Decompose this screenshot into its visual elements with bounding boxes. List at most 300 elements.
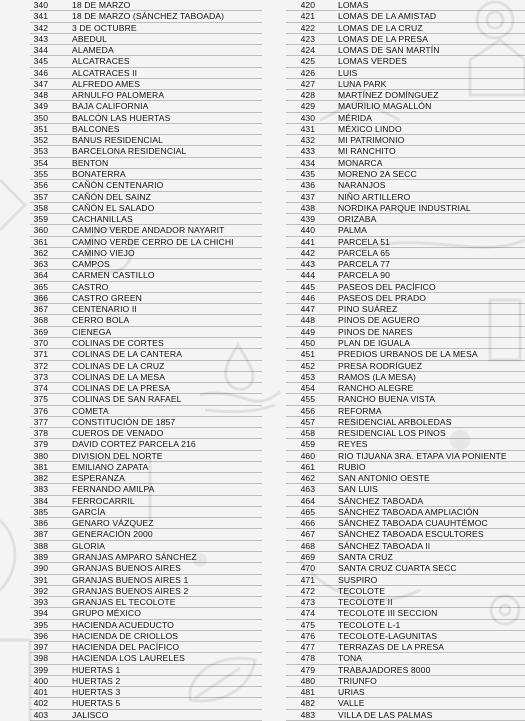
item-number: 474: [300, 608, 315, 619]
item-name: COLINAS DE LA CRUZ: [72, 360, 165, 371]
item-name: BENTON: [72, 157, 109, 168]
item-number: 392: [33, 585, 48, 596]
list-item: [0, 113, 262, 124]
item-number: 353: [33, 146, 48, 157]
list-item: [0, 428, 262, 439]
item-number: 465: [300, 506, 315, 517]
item-number: 439: [300, 214, 315, 225]
item-number: 387: [33, 529, 48, 540]
list-item: [0, 687, 262, 698]
list-item: [0, 451, 262, 462]
list-item: [266, 586, 525, 597]
item-name: EMILIANO ZAPATA: [72, 461, 149, 472]
list-item: [0, 248, 262, 259]
item-name: REYES: [338, 439, 368, 450]
item-name: GRANJAS BUENOS AIRES 1: [72, 574, 189, 585]
item-name: COLINAS DE LA MESA: [72, 371, 166, 382]
item-name: LOMAS DE LA AMISTAD: [338, 11, 437, 22]
list-item: [0, 552, 262, 563]
item-name: ALCATRACES II: [72, 67, 138, 78]
list-item: [0, 180, 262, 191]
item-number: 354: [33, 157, 48, 168]
item-name: BAJA CALIFORNIA: [72, 101, 149, 112]
item-name: CASTRO GREEN: [72, 292, 142, 303]
list-item: [266, 484, 525, 495]
list-item: [0, 473, 262, 484]
item-number: 442: [300, 247, 315, 258]
item-name: GRANJAS EL TECOLOTE: [72, 597, 176, 608]
list-item: [266, 282, 525, 293]
item-number: 456: [300, 405, 315, 416]
item-number: 466: [300, 518, 315, 529]
item-number: 384: [33, 495, 48, 506]
item-number: 349: [33, 101, 48, 112]
list-item: [0, 586, 262, 597]
item-number: 477: [300, 642, 315, 653]
item-number: 382: [33, 473, 48, 484]
item-number: 448: [300, 315, 315, 326]
list-item: [266, 496, 525, 507]
item-name: ABEDUL: [72, 33, 107, 44]
list-item: [0, 653, 262, 664]
item-name: SÁNCHEZ TABOADA ESCULTORES: [338, 529, 484, 540]
item-number: 375: [33, 394, 48, 405]
item-name: HACIENDA DE CRIOLLOS: [72, 630, 179, 641]
item-name: MÉXICO LINDO: [338, 123, 402, 134]
item-number: 357: [33, 191, 48, 202]
item-name: HACIENDA DEL PACÍFICO: [72, 642, 180, 653]
item-name: RIO TIJUANA 3RA. ETAPA VIA PONIENTE: [338, 450, 507, 461]
item-name: CAÑÓN DEL SAINZ: [72, 191, 152, 202]
item-name: PLAN DE IGUALA: [338, 337, 411, 348]
list-item: [0, 394, 262, 405]
item-name: CAÑÓN CENTENARIO: [72, 180, 164, 191]
item-name: 18 DE MARZO (SÁNCHEZ TABOADA): [72, 11, 225, 22]
item-number: 344: [33, 45, 48, 56]
item-name: HACIENDA LOS LAURELES: [72, 653, 185, 664]
list-item: [0, 203, 262, 214]
item-name: BONATERRA: [72, 168, 126, 179]
item-name: NORDIKA PARQUE INDUSTRIAL: [338, 202, 471, 213]
list-item: [266, 270, 525, 281]
item-number: 399: [33, 664, 48, 675]
left-column-list: [0, 0, 262, 721]
item-name: ALFREDO AMES: [72, 78, 141, 89]
item-number: 359: [33, 214, 48, 225]
list-item: [266, 698, 525, 709]
item-name: MARTÍNEZ DOMÍNGUEZ: [338, 90, 439, 101]
list-item: [266, 462, 525, 473]
item-name: GARCÍA: [72, 506, 106, 517]
list-item: [0, 192, 262, 203]
item-number: 358: [33, 202, 48, 213]
item-name: HUERTAS 2: [72, 675, 121, 686]
item-number: 340: [33, 0, 48, 10]
list-item: [0, 372, 262, 383]
item-number: 378: [33, 428, 48, 439]
list-item: [0, 710, 262, 721]
item-name: URIAS: [338, 687, 365, 698]
list-item: [266, 552, 525, 563]
item-name: TONA: [338, 653, 363, 664]
item-number: 364: [33, 270, 48, 281]
item-name: TERRAZAS DE LA PRESA: [338, 642, 445, 653]
item-name: FERROCARRIL: [72, 495, 135, 506]
list-item: [266, 304, 525, 315]
item-number: 455: [300, 394, 315, 405]
list-item: [266, 203, 525, 214]
item-name: CACHANILLAS: [72, 214, 133, 225]
item-number: 365: [33, 281, 48, 292]
list-item: [266, 79, 525, 90]
item-name: ORIZABA: [338, 214, 377, 225]
list-item: [0, 11, 262, 22]
item-name: GRANJAS BUENOS AIRES 2: [72, 585, 189, 596]
item-name: SANTA CRUZ CUARTA SECC: [338, 563, 457, 574]
item-number: 459: [300, 439, 315, 450]
list-item: [0, 529, 262, 540]
item-name: SAN LUIS: [338, 484, 378, 495]
list-item: [0, 293, 262, 304]
item-name: PARCELA 51: [338, 236, 390, 247]
item-number: 437: [300, 191, 315, 202]
item-number: 463: [300, 484, 315, 495]
list-item: [266, 631, 525, 642]
list-item: [266, 315, 525, 326]
item-number: 403: [33, 709, 48, 720]
item-number: 424: [300, 45, 315, 56]
item-number: 454: [300, 383, 315, 394]
list-item: [266, 394, 525, 405]
list-item: [266, 439, 525, 450]
item-number: 360: [33, 225, 48, 236]
list-item: [266, 169, 525, 180]
item-number: 462: [300, 473, 315, 484]
list-item: [266, 597, 525, 608]
list-item: [0, 101, 262, 112]
item-number: 381: [33, 461, 48, 472]
item-number: 402: [33, 698, 48, 709]
item-name: GENARO VÁZQUEZ: [72, 518, 154, 529]
item-name: CUEROS DE VENADO: [72, 428, 164, 439]
item-name: PRESA RODRÍGUEZ: [338, 360, 423, 371]
item-number: 400: [33, 675, 48, 686]
item-number: 355: [33, 168, 48, 179]
item-number: 394: [33, 608, 48, 619]
list-item: [0, 304, 262, 315]
item-number: 432: [300, 135, 315, 146]
list-item: [0, 282, 262, 293]
item-number: 383: [33, 484, 48, 495]
list-item: [266, 34, 525, 45]
item-number: 482: [300, 698, 315, 709]
item-number: 447: [300, 304, 315, 315]
list-item: [266, 653, 525, 664]
list-item: [266, 383, 525, 394]
item-number: 461: [300, 461, 315, 472]
item-name: HUERTAS 1: [72, 664, 121, 675]
list-item: [0, 79, 262, 90]
item-number: 398: [33, 653, 48, 664]
item-name: CENTENARIO II: [72, 304, 137, 315]
item-name: VALLE: [338, 698, 365, 709]
item-name: SANTA CRUZ: [338, 552, 393, 563]
item-name: CONSTITUCIÓN DE 1857: [72, 416, 176, 427]
item-number: 361: [33, 236, 48, 247]
item-name: GRANJAS BUENOS AIRES: [72, 563, 181, 574]
item-name: VILLA DE LAS PALMAS: [338, 709, 433, 720]
item-name: 18 DE MARZO: [72, 0, 131, 10]
item-number: 377: [33, 416, 48, 427]
item-name: 3 DE OCTUBRE: [72, 22, 137, 33]
list-item: [0, 676, 262, 687]
item-name: TRABAJADORES 8000: [338, 664, 431, 675]
list-item: [0, 45, 262, 56]
item-name: HUERTAS 3: [72, 687, 121, 698]
item-number: 473: [300, 597, 315, 608]
item-number: 347: [33, 78, 48, 89]
list-item: [0, 383, 262, 394]
item-number: 438: [300, 202, 315, 213]
item-name: COMETA: [72, 405, 109, 416]
list-item: [0, 225, 262, 236]
item-number: 397: [33, 642, 48, 653]
item-name: TECOLOTE L-1: [338, 619, 401, 630]
item-name: BARCELONA RESIDENCIAL: [72, 146, 187, 157]
list-item: [266, 158, 525, 169]
item-number: 388: [33, 540, 48, 551]
list-item: [0, 158, 262, 169]
list-item: [266, 541, 525, 552]
item-name: TECOLOTE III SECCION: [338, 608, 438, 619]
item-number: 436: [300, 180, 315, 191]
item-number: 395: [33, 619, 48, 630]
list-item: [0, 518, 262, 529]
item-number: 451: [300, 349, 315, 360]
item-number: 423: [300, 33, 315, 44]
list-item: [0, 361, 262, 372]
item-name: BANUS RESIDENCIAL: [72, 135, 164, 146]
item-name: BALCÓN LAS HUERTAS: [72, 112, 171, 123]
list-item: [0, 665, 262, 676]
list-item: [266, 676, 525, 687]
item-name: HACIENDA ACUEDUCTO: [72, 619, 174, 630]
list-item: [266, 45, 525, 56]
list-item: [266, 417, 525, 428]
item-number: 386: [33, 518, 48, 529]
item-name: CERRO BOLA: [72, 315, 130, 326]
list-item: [266, 68, 525, 79]
item-number: 346: [33, 67, 48, 78]
item-name: PASEOS DEL PRADO: [338, 292, 427, 303]
list-item: [266, 293, 525, 304]
item-number: 420: [300, 0, 315, 10]
list-item: [266, 518, 525, 529]
item-number: 469: [300, 552, 315, 563]
item-number: 390: [33, 563, 48, 574]
item-name: PARCELA 90: [338, 270, 390, 281]
item-number: 391: [33, 574, 48, 585]
item-name: RANCHO BUENA VISTA: [338, 394, 436, 405]
item-number: 348: [33, 90, 48, 101]
item-number: 481: [300, 687, 315, 698]
item-name: CAMPOS: [72, 259, 110, 270]
list-item: [266, 687, 525, 698]
item-name: PINO SUÁREZ: [338, 304, 398, 315]
list-item: [0, 34, 262, 45]
list-item: [0, 642, 262, 653]
list-item: [0, 563, 262, 574]
item-number: 440: [300, 225, 315, 236]
list-item: [0, 597, 262, 608]
list-item: [0, 507, 262, 518]
item-number: 370: [33, 337, 48, 348]
right-column-list: [266, 0, 525, 721]
list-item: [266, 192, 525, 203]
item-name: LOMAS DE LA CRUZ: [338, 22, 423, 33]
item-name: COLINAS DE CORTES: [72, 337, 164, 348]
item-number: 421: [300, 11, 315, 22]
list-item: [0, 349, 262, 360]
item-name: NARANJOS: [338, 180, 386, 191]
list-item: [266, 237, 525, 248]
item-name: DIVISION DEL NORTE: [72, 450, 163, 461]
item-name: GRANJAS AMPARO SÁNCHEZ: [72, 552, 197, 563]
item-name: GRUPO MÉXICO: [72, 608, 142, 619]
item-number: 374: [33, 383, 48, 394]
item-number: 433: [300, 146, 315, 157]
list-item: [266, 361, 525, 372]
item-name: PARCELA 65: [338, 247, 390, 258]
item-number: 389: [33, 552, 48, 563]
item-number: 449: [300, 326, 315, 337]
item-name: CAMINO VIEJO: [72, 247, 135, 258]
item-number: 480: [300, 675, 315, 686]
item-number: 435: [300, 168, 315, 179]
item-number: 372: [33, 360, 48, 371]
item-name: ARNULFO PALOMERA: [72, 90, 165, 101]
item-number: 483: [300, 709, 315, 720]
item-name: GLORIA: [72, 540, 106, 551]
list-item: [0, 169, 262, 180]
item-number: 441: [300, 236, 315, 247]
list-item: [0, 439, 262, 450]
list-item: [266, 327, 525, 338]
list-item: [266, 529, 525, 540]
item-name: CIENEGA: [72, 326, 112, 337]
item-name: TECOLOTE-LAGUNITAS: [338, 630, 438, 641]
item-number: 470: [300, 563, 315, 574]
list-item: [266, 338, 525, 349]
item-name: RESIDENCIAL LOS PINOS: [338, 428, 446, 439]
item-number: 363: [33, 259, 48, 270]
list-item: [0, 259, 262, 270]
item-name: LUIS: [338, 67, 358, 78]
list-item: [266, 180, 525, 191]
list-item: [0, 237, 262, 248]
item-name: MÉRIDA: [338, 112, 373, 123]
item-number: 446: [300, 292, 315, 303]
list-item: [266, 124, 525, 135]
item-name: HUERTAS 5: [72, 698, 121, 709]
list-item: [266, 214, 525, 225]
list-item: [0, 631, 262, 642]
list-item: [266, 135, 525, 146]
item-name: MONARCA: [338, 157, 383, 168]
item-name: CAÑÓN EL SALADO: [72, 202, 155, 213]
list-item: [0, 462, 262, 473]
item-number: 376: [33, 405, 48, 416]
item-number: 443: [300, 259, 315, 270]
item-name: RAMOS (LA MESA): [338, 371, 416, 382]
item-number: 373: [33, 371, 48, 382]
item-name: SÁNCHEZ TABOADA II: [338, 540, 431, 551]
list-item: [0, 620, 262, 631]
list-item: [266, 406, 525, 417]
item-number: 371: [33, 349, 48, 360]
list-item: [266, 575, 525, 586]
item-number: 368: [33, 315, 48, 326]
list-item: [0, 0, 262, 11]
item-name: SÁNCHEZ TABOADA: [338, 495, 424, 506]
item-number: 356: [33, 180, 48, 191]
item-number: 444: [300, 270, 315, 281]
item-name: BALCONES: [72, 123, 120, 134]
list-item: [0, 315, 262, 326]
list-item: [266, 473, 525, 484]
list-item: [0, 575, 262, 586]
item-name: SAN ANTONIO OESTE: [338, 473, 430, 484]
item-number: 468: [300, 540, 315, 551]
list-item: [266, 113, 525, 124]
list-item: [266, 225, 525, 236]
item-number: 478: [300, 653, 315, 664]
item-number: 476: [300, 630, 315, 641]
list-item: [0, 541, 262, 552]
item-name: ESPERANZA: [72, 473, 125, 484]
item-number: 479: [300, 664, 315, 675]
item-name: DAVID CORTEZ PARCELA 216: [72, 439, 196, 450]
item-number: 460: [300, 450, 315, 461]
list-item: [266, 90, 525, 101]
item-name: COLINAS DE SAN RAFAEL: [72, 394, 182, 405]
item-name: JALISCO: [72, 709, 109, 720]
item-name: SÁNCHEZ TABOADA AMPLIACIÓN: [338, 506, 479, 517]
item-number: 429: [300, 101, 315, 112]
item-number: 430: [300, 112, 315, 123]
list-item: [266, 563, 525, 574]
item-name: LOMAS: [338, 0, 369, 10]
item-number: 472: [300, 585, 315, 596]
item-number: 351: [33, 123, 48, 134]
item-name: SUSPIRO: [338, 574, 378, 585]
item-number: 425: [300, 56, 315, 67]
list-item: [266, 101, 525, 112]
item-name: LOMAS VERDES: [338, 56, 408, 67]
item-name: PALMA: [338, 225, 367, 236]
item-name: GENERACIÓN 2000: [72, 529, 153, 540]
list-item: [266, 451, 525, 462]
item-number: 350: [33, 112, 48, 123]
list-item: [266, 11, 525, 22]
item-name: TECOLOTE II: [338, 597, 393, 608]
item-name: REFORMA: [338, 405, 382, 416]
list-item: [266, 608, 525, 619]
item-name: MAURILIO MAGALLÓN: [338, 101, 432, 112]
item-name: COLINAS DE LA PRESA: [72, 383, 170, 394]
list-item: [0, 406, 262, 417]
item-number: 453: [300, 371, 315, 382]
